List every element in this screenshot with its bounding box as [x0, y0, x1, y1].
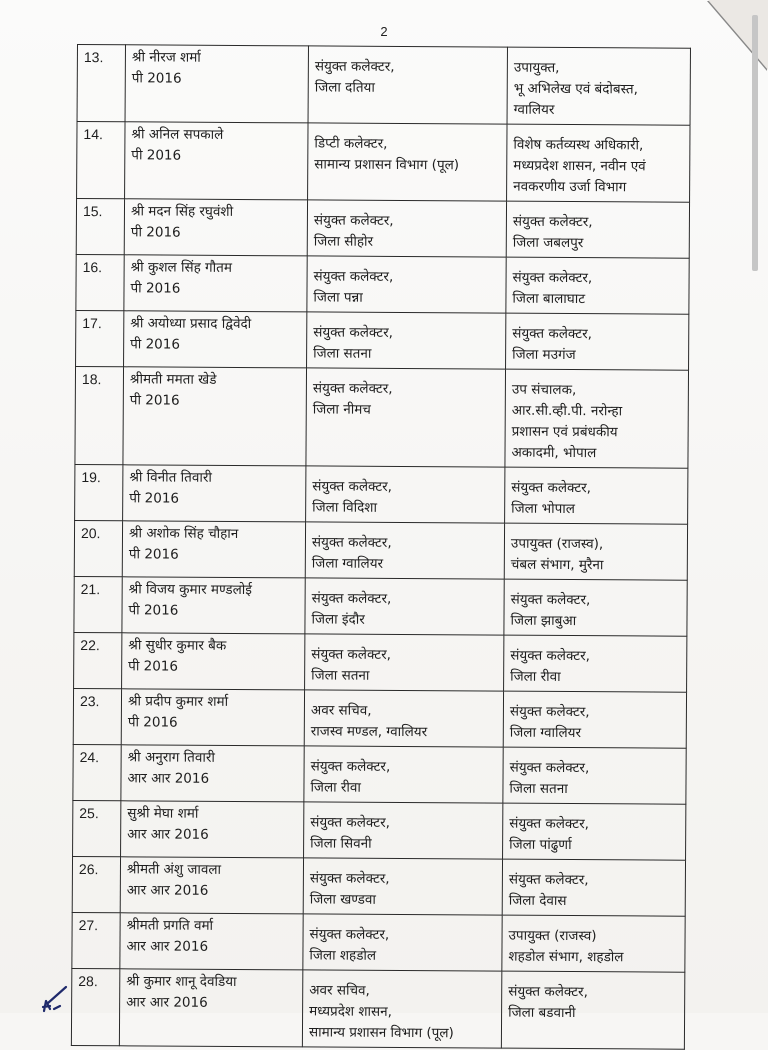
new-posting-line: अकादमी, भोपाल — [511, 444, 597, 462]
new-posting-cell — [505, 369, 689, 468]
current-posting-line: राजस्व मण्डल, ग्वालियर — [310, 723, 428, 741]
new-posting-cell — [504, 635, 687, 692]
current-posting-line: जिला सतना — [313, 345, 372, 362]
serial-number-cell: 25. — [73, 800, 121, 856]
table-row — [74, 632, 687, 692]
officer-name-cell — [121, 745, 304, 802]
transfer-table-body — [71, 45, 690, 1050]
serial-number-cell: 27. — [72, 912, 120, 968]
officer-batch: पी 2016 — [130, 336, 181, 353]
new-posting-line: मध्यप्रदेश शासन, नवीन एवं — [513, 157, 646, 175]
officer-batch: पी 2016 — [128, 546, 179, 563]
officer-batch: आर आर 2016 — [127, 770, 210, 787]
new-posting-line: संयुक्त कलेक्टर, — [512, 213, 593, 231]
current-posting-cell — [307, 256, 506, 313]
current-posting-line: संयुक्त कलेक्टर, — [311, 646, 392, 663]
new-posting-line: संयुक्त कलेक्टर, — [509, 759, 590, 777]
new-posting-line: संयुक्त कलेक्टर, — [512, 325, 592, 343]
table-row — [77, 45, 690, 126]
current-posting-cell — [306, 466, 505, 523]
officer-batch: आर आर 2016 — [126, 938, 209, 955]
new-posting-line: भू अभिलेख एवं बंदोबस्त, — [513, 80, 638, 98]
officer-name: श्री कुमार शानू देवडिया — [126, 973, 237, 990]
officer-name-cell — [123, 367, 307, 466]
table-row — [73, 688, 686, 748]
current-posting-line: संयुक्त कलेक्टर, — [313, 212, 394, 229]
current-posting-cell — [308, 123, 507, 201]
table-row — [72, 912, 685, 972]
new-posting-line: संयुक्त कलेक्टर, — [510, 647, 591, 665]
signature-mark-icon — [38, 985, 78, 1013]
current-posting-cell — [305, 634, 504, 691]
table-row — [73, 744, 686, 804]
new-posting-line: जिला देवास — [508, 892, 567, 910]
serial-number-cell: 20. — [74, 520, 122, 576]
current-posting-line: जिला दतिया — [314, 79, 375, 96]
new-posting-cell — [507, 47, 690, 125]
officer-batch: आर आर 2016 — [126, 994, 208, 1011]
serial-number-cell: 13. — [77, 45, 125, 122]
new-posting-line: चंबल संभाग, मुरैना — [510, 556, 604, 574]
table-row — [76, 310, 689, 370]
current-posting-line: संयुक्त कलेक्टर, — [310, 814, 390, 831]
current-posting-line: जिला इंदौर — [311, 611, 365, 628]
new-posting-line: जिला सतना — [509, 780, 568, 798]
new-posting-cell — [503, 691, 686, 748]
new-posting-cell — [502, 915, 685, 972]
current-posting-line: जिला शहडोल — [309, 947, 377, 964]
serial-number-cell: 22. — [74, 632, 122, 688]
current-posting-line: अवर सचिव, — [310, 702, 372, 719]
current-posting-cell — [304, 690, 503, 747]
new-posting-line: संयुक्त कलेक्टर, — [511, 479, 592, 497]
current-posting-cell — [304, 802, 503, 859]
officer-name: श्री सुधीर कुमार बैक — [128, 637, 227, 654]
current-posting-cell — [305, 578, 504, 635]
new-posting-line: प्रशासन एवं प्रबंधकीय — [511, 423, 618, 441]
officer-name: श्री अनिल सपकाले — [131, 126, 224, 143]
officer-name: श्री अनुराग तिवारी — [127, 749, 215, 766]
officer-batch: पी 2016 — [129, 392, 180, 409]
new-posting-line: जिला बडवानी — [508, 1004, 576, 1022]
table-row — [74, 576, 687, 636]
serial-number-cell: 18. — [75, 366, 124, 464]
current-posting-cell — [305, 522, 504, 579]
officer-name-cell — [121, 689, 304, 746]
officer-name: श्री कुशल सिंह गौतम — [130, 259, 232, 276]
new-posting-cell — [503, 747, 686, 804]
officer-batch: पी 2016 — [131, 147, 182, 164]
officer-name-cell — [122, 577, 305, 634]
serial-number-cell: 21. — [74, 576, 122, 632]
new-posting-line: जिला झाबुआ — [510, 612, 577, 630]
serial-number-cell: 24. — [73, 744, 121, 800]
current-posting-line: जिला रीवा — [310, 779, 361, 796]
new-posting-line: विशेष कर्तव्यस्थ अधिकारी, — [513, 136, 644, 154]
serial-number-cell: 16. — [76, 254, 124, 310]
new-posting-cell — [505, 467, 688, 524]
current-posting-line: जिला पन्ना — [313, 289, 363, 306]
serial-number-cell: 14. — [77, 122, 125, 199]
officer-name-cell — [122, 521, 305, 578]
officer-name: श्री अयोध्या प्रसाद द्विवेदी — [130, 315, 252, 333]
new-posting-line: आर.सी.व्ही.पी. नरोन्हा — [511, 402, 623, 420]
officer-name: श्रीमती प्रगति वर्मा — [126, 917, 214, 934]
officer-name-cell — [119, 969, 302, 1047]
current-posting-cell — [303, 858, 502, 915]
officer-batch: आर आर 2016 — [127, 826, 209, 843]
new-posting-cell — [506, 201, 689, 258]
officer-name-cell — [120, 913, 303, 970]
new-posting-line: उपायुक्त (राजस्व) — [508, 927, 597, 945]
table-row — [75, 366, 689, 468]
current-posting-line: सामान्य प्रशासन विभाग (पूल) — [314, 156, 460, 174]
new-posting-line: जिला ग्वालियर — [509, 724, 582, 742]
officer-name-cell — [124, 311, 307, 368]
officer-name: श्री मदन सिंह रघुवंशी — [130, 203, 234, 220]
table-row — [73, 800, 686, 860]
current-posting-cell — [306, 368, 506, 467]
officer-batch: पी 2016 — [131, 70, 182, 87]
new-posting-line: नवकरणीय उर्जा विभाग — [513, 178, 627, 196]
new-posting-cell — [506, 257, 689, 314]
vertical-scrollbar-thumb[interactable] — [752, 15, 758, 271]
current-posting-line: मध्यप्रदेश शासन, — [309, 1003, 393, 1020]
current-posting-line: जिला खण्डवा — [309, 891, 376, 908]
serial-number-cell: 28. — [71, 968, 119, 1045]
new-posting-line: संयुक्त कलेक्टर, — [509, 703, 590, 721]
table-row — [74, 520, 687, 580]
current-posting-line: जिला नीमच — [312, 401, 371, 418]
officer-name: श्रीमती अंशु जावला — [126, 861, 222, 878]
new-posting-line: जिला बालाघाट — [512, 290, 586, 308]
officer-name: श्री विजय कुमार मण्डलोई — [128, 581, 252, 599]
new-posting-line: संयुक्त कलेक्टर, — [512, 269, 593, 287]
officer-batch: पी 2016 — [128, 658, 179, 675]
current-posting-line: संयुक्त कलेक्टर, — [309, 926, 390, 943]
current-posting-line: संयुक्त कलेक्टर, — [310, 758, 391, 775]
current-posting-cell — [302, 970, 501, 1048]
new-posting-cell — [504, 579, 687, 636]
current-posting-line: संयुक्त कलेक्टर, — [312, 478, 393, 495]
table-row — [75, 464, 688, 524]
officer-batch: पी 2016 — [127, 714, 178, 731]
officer-name-cell — [125, 122, 308, 200]
current-posting-line: संयुक्त कलेक्टर, — [313, 324, 393, 341]
current-posting-line: संयुक्त कलेक्टर, — [309, 870, 390, 887]
officer-name-cell — [121, 801, 304, 858]
new-posting-cell — [504, 523, 687, 580]
current-posting-line: संयुक्त कलेक्टर, — [313, 268, 394, 285]
new-posting-line: जिला जबलपुर — [512, 234, 584, 252]
new-posting-cell — [506, 313, 689, 370]
officer-name-cell — [123, 465, 306, 522]
serial-number-cell: 26. — [72, 856, 120, 912]
current-posting-cell — [307, 200, 506, 257]
current-posting-cell — [303, 914, 502, 971]
current-posting-line: संयुक्त कलेक्टर, — [311, 590, 392, 607]
serial-number-cell: 23. — [73, 688, 121, 744]
serial-number-cell: 19. — [75, 464, 123, 520]
current-posting-line: संयुक्त कलेक्टर, — [314, 58, 395, 75]
new-posting-cell — [503, 803, 686, 860]
new-posting-line: जिला मउगंज — [512, 346, 576, 364]
officer-batch: पी 2016 — [128, 602, 179, 619]
new-posting-line: उपायुक्त (राजस्व), — [510, 535, 604, 553]
new-posting-cell — [501, 971, 684, 1049]
new-posting-line: जिला रीवा — [510, 668, 561, 685]
new-posting-line: उपायुक्त, — [513, 59, 560, 76]
new-posting-line: जिला भोपाल — [511, 500, 575, 518]
current-posting-line: जिला सीहोर — [313, 233, 374, 250]
current-posting-line: सामान्य प्रशासन विभाग (पूल) — [308, 1024, 454, 1042]
officer-batch: पी 2016 — [130, 224, 181, 241]
current-posting-line: जिला ग्वालियर — [311, 555, 384, 572]
new-posting-line: शहडोल संभाग, शहडोल — [508, 948, 624, 966]
officer-batch: आर आर 2016 — [126, 882, 209, 899]
officer-name: श्रीमती ममता खेडे — [129, 371, 217, 388]
current-posting-line: जिला सिवनी — [310, 835, 372, 852]
officer-name-cell — [125, 45, 308, 123]
transfer-table — [71, 44, 691, 1050]
new-posting-cell — [507, 124, 690, 202]
officer-name-cell — [122, 633, 305, 690]
serial-number-cell: 17. — [76, 310, 124, 366]
officer-batch: पी 2016 — [130, 280, 181, 297]
table-row — [72, 856, 685, 916]
current-posting-cell — [304, 746, 503, 803]
officer-batch: पी 2016 — [129, 490, 180, 507]
new-posting-line: संयुक्त कलेक्टर, — [508, 871, 589, 889]
officer-name-cell — [124, 199, 307, 256]
current-posting-line: जिला विदिशा — [312, 499, 378, 516]
new-posting-cell — [502, 859, 685, 916]
table-row — [76, 254, 689, 314]
new-posting-line: संयुक्त कलेक्टर, — [508, 983, 588, 1001]
officer-name: श्री नीरज शर्मा — [131, 49, 201, 66]
current-posting-cell — [308, 46, 507, 124]
table-row — [71, 968, 684, 1049]
current-posting-line: संयुक्त कलेक्टर, — [312, 380, 393, 397]
current-posting-line: जिला सतना — [311, 667, 370, 684]
table-row — [77, 122, 690, 203]
table-row — [76, 199, 689, 259]
current-posting-cell — [307, 312, 506, 369]
officer-name: श्री प्रदीप कुमार शर्मा — [127, 693, 229, 710]
officer-name-cell — [120, 857, 303, 914]
officer-name-cell — [124, 255, 307, 312]
officer-name: श्री अशोक सिंह चौहान — [128, 525, 239, 542]
current-posting-line: अवर सचिव, — [309, 982, 370, 999]
current-posting-line: संयुक्त कलेक्टर, — [311, 534, 392, 551]
new-posting-line: संयुक्त कलेक्टर, — [509, 815, 589, 833]
current-posting-line: डिप्टी कलेक्टर, — [314, 135, 388, 152]
page-number: 2 — [380, 24, 388, 39]
new-posting-line: जिला पांढुर्णा — [509, 836, 572, 854]
officer-name: सुश्री मेघा शर्मा — [127, 805, 199, 822]
new-posting-line: संयुक्त कलेक्टर, — [510, 591, 591, 609]
officer-name: श्री विनीत तिवारी — [129, 469, 212, 486]
serial-number-cell: 15. — [76, 199, 124, 255]
new-posting-line: उप संचालक, — [511, 381, 577, 399]
new-posting-line: ग्वालियर — [513, 101, 555, 118]
